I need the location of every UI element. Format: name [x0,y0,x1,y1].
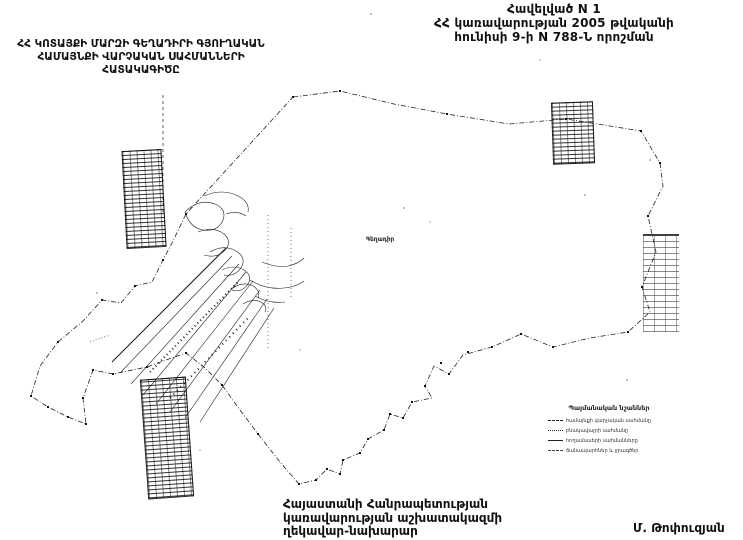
appendix-line: ՀՀ կառավարության 2005 թվականի [434,16,674,30]
appendix-line: հունիսի 9-ի N 788-Ն որոշման [454,30,654,44]
coordinate-table-right-edge [643,234,679,332]
title-line: ՀՀ ԿՈՏԱՅՔԻ ՄԱՐԶԻ ԳԵՂԱԴԻՐԻ ԳՅՈՒՂԱԿԱՆ [17,38,265,50]
legend-item: ճանապարհներ և ջրագծեր [548,446,670,456]
road-line-icon [548,450,563,451]
legend-item: համայնքի վարչական սահմանը [548,416,670,426]
page-title [2,38,280,77]
appendix-line: Հավելված N 1 [507,2,601,16]
title-line: ՀԱՄԱՅՆՔԻ ՎԱՐՉԱԿԱՆ ՍԱՀՄԱՆՆԵՐԻ [37,51,245,63]
coordinate-table-lower-left [140,377,194,500]
legend-item: բնակավայրի սահմանը [548,426,670,436]
coordinate-table-upper-left [121,149,166,249]
authority-line: ղեկավար-նախարար [283,524,418,538]
parcel-line-icon [548,440,563,441]
signing-authority [283,498,502,539]
appendix-note [368,2,740,44]
title-line: ՀԱՏԱԿԱԳԻԾԸ [102,64,180,76]
settlement-label: Գեղադիր [366,236,395,243]
boundary-line-icon [548,420,563,421]
legend [548,404,670,456]
authority-line: Հայաստանի Հանրապետության [283,497,488,511]
signer-name: Մ. Թոփուզյան [633,521,725,535]
authority-line: կառավարության աշխատակազմի [283,510,503,525]
coordinate-table-upper-right [551,101,595,164]
legend-item: հողամասերի սահմանները [548,436,670,446]
legend-title: Պայմանական նշաններ [568,404,650,412]
settlement-line-icon [548,430,563,431]
